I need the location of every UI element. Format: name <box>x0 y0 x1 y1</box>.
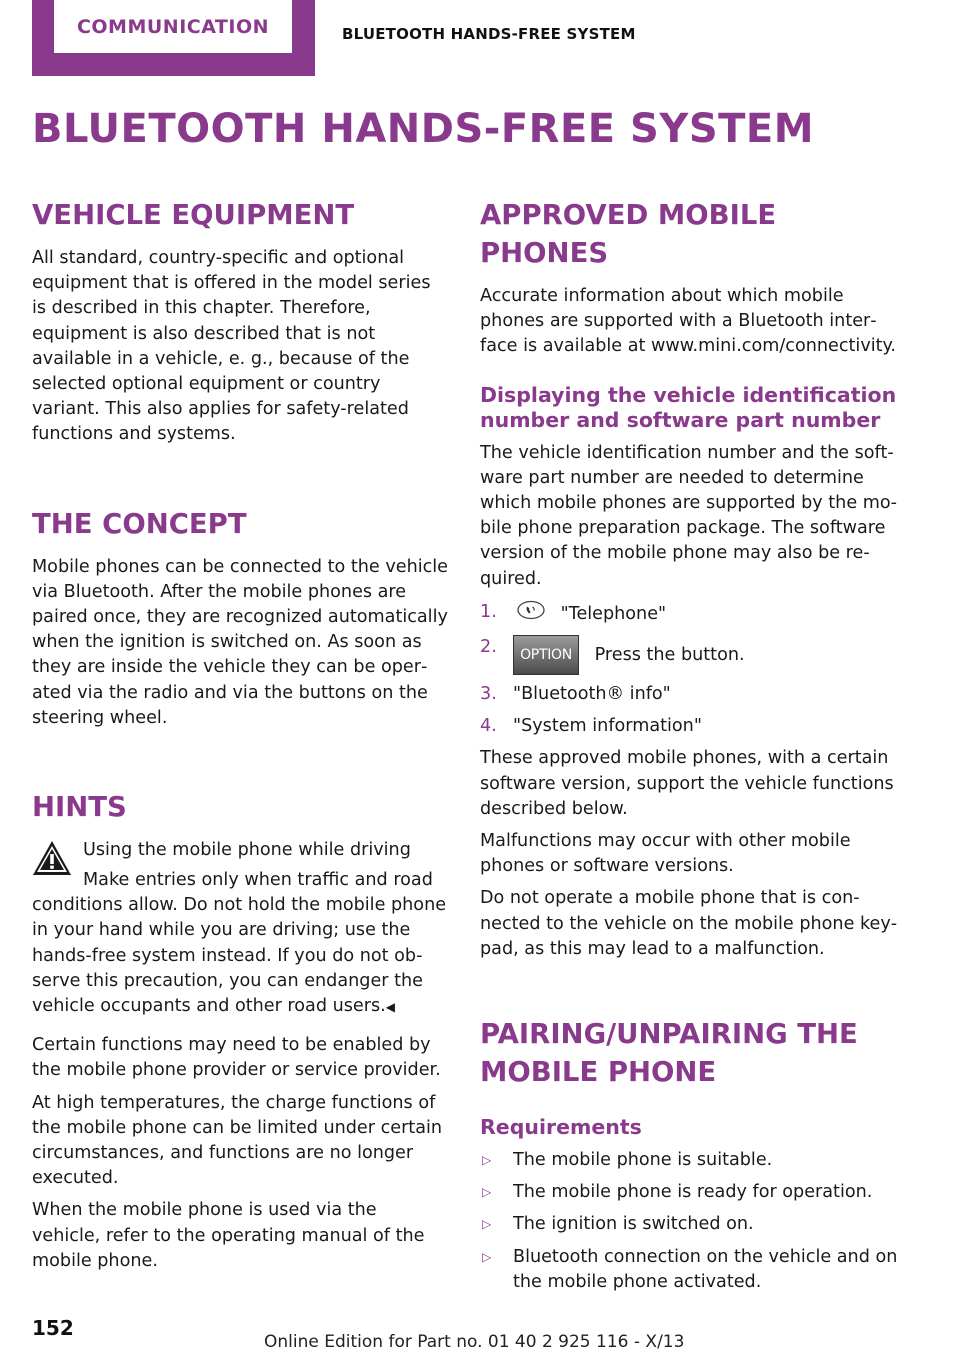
steps-list <box>480 600 898 740</box>
hints-paragraph-1: Certain functions may need to be enabled by the mobile phone provider or service provider. <box>32 1035 441 1081</box>
breadcrumb: BLUETOOTH HANDS-FREE SYSTEM <box>342 25 636 43</box>
list-item <box>480 1180 898 1205</box>
warning-triangle-icon <box>32 840 72 880</box>
list-item-text: Bluetooth connection on the vehicle and on the mobile phone activated. <box>513 1246 898 1292</box>
step-number: 3. <box>480 684 497 705</box>
step-number: 2. <box>480 637 497 658</box>
identification-text: The vehicle identification number and the software part number are needed to determine which mobile phones are supported by the mobile phone preparation package. The software version of the mobile phone may also be required. <box>480 442 898 589</box>
step-text: "System information" <box>513 716 702 737</box>
hints-paragraph-3: When the mobile phone is used via the vehicle, refer to the operating manual of the mobile phone. <box>32 1200 425 1271</box>
left-column <box>32 196 450 1281</box>
list-item <box>480 1245 898 1295</box>
list-item-text: The ignition is switched on. <box>513 1214 754 1235</box>
page-title: BLUETOOTH HANDS-FREE SYSTEM <box>32 106 815 152</box>
edition-footer: Online Edition for Part no. 01 40 2 925 116 - X/13 <box>264 1332 685 1352</box>
step-1 <box>480 600 898 628</box>
warning-text: Make entries only when traffic and road conditions allow. Do not hold the mobile phone in your hand while you are driving; use the hands-free system instead. If you do not observe this precaution, you can endanger the vehicle occupants and other road users. <box>32 870 447 1017</box>
bullet-triangle-icon: ▷ <box>482 1153 492 1168</box>
subheading-vehicle-identification: Displaying the vehicle identification number and software part number <box>480 382 897 432</box>
approved-paragraph-2: Malfunctions may occur with other mobile phones or software versions. <box>480 831 851 877</box>
hints-paragraph-2: At high temperatures, the charge functions of the mobile phone can be limited under certain circumstances, and functions are no longer executed. <box>32 1092 443 1189</box>
warning-title: Using the mobile phone while driving <box>83 840 411 861</box>
step-text: "Telephone" <box>560 603 667 624</box>
step-3 <box>480 682 898 707</box>
end-mark: ◀ <box>385 1000 395 1015</box>
step-4 <box>480 714 898 739</box>
vehicle-equipment-text: All standard, country-specific and optional equipment that is offered in the model series is described in this chapter. Therefore, equipment is also described that is not available in a vehicle, e. g., because of the selected optional equipment or country variant. This also applies for safety-related functions and systems. <box>32 248 431 445</box>
approved-paragraph-1: These approved mobile phones, with a certain software version, support the vehicle functions described below. <box>480 748 894 819</box>
step-text: Press the button. <box>594 645 745 666</box>
list-item <box>480 1212 898 1237</box>
list-item <box>480 1148 898 1173</box>
heading-vehicle-equipment: VEHICLE EQUIPMENT <box>32 199 355 231</box>
subheading-requirements: Requirements <box>480 1115 642 1140</box>
bullet-triangle-icon: ▷ <box>482 1185 492 1200</box>
heading-the-concept: THE CONCEPT <box>32 507 247 540</box>
step-text: "Bluetooth® info" <box>513 684 671 705</box>
section-tab-communication[interactable]: COMMUNICATION <box>54 0 292 53</box>
approved-paragraph-3: Do not operate a mobile phone that is connected to the vehicle on the mobile phone keypad, as this may lead to a malfunction. <box>480 888 898 959</box>
list-item-text: The mobile phone is suitable. <box>513 1150 773 1171</box>
option-button[interactable]: OPTION <box>513 635 579 675</box>
telephone-icon[interactable] <box>517 600 545 628</box>
step-number: 4. <box>480 716 497 737</box>
step-number: 1. <box>480 601 497 622</box>
list-item-text: The mobile phone is ready for operation. <box>513 1182 873 1203</box>
section-tab-bar <box>32 0 315 76</box>
page-number: 152 <box>32 1316 74 1340</box>
concept-text: Mobile phones can be connected to the vehicle via Bluetooth. After the mobile phones are paired once, they are recognized automatically when the ignition is switched on. As soon as they are inside the vehicle they can be operated via the radio and via the buttons on the steering wheel. <box>32 556 449 728</box>
heading-hints: HINTS <box>32 791 127 824</box>
heading-approved-mobile-phones: APPROVED MOBILE PHONES <box>480 199 777 269</box>
right-column <box>480 196 898 1302</box>
heading-pairing-unpairing: PAIRING/UNPAIRING THE MOBILE PHONE <box>480 1018 858 1089</box>
warning-block <box>32 838 450 898</box>
step-2 <box>480 635 898 675</box>
bullet-triangle-icon: ▷ <box>482 1217 492 1232</box>
requirements-list <box>480 1148 898 1295</box>
bullet-triangle-icon: ▷ <box>482 1249 492 1264</box>
approved-text: Accurate information about which mobile phones are supported with a Bluetooth interface is available at www.mini.com/connectivity. <box>480 286 897 357</box>
